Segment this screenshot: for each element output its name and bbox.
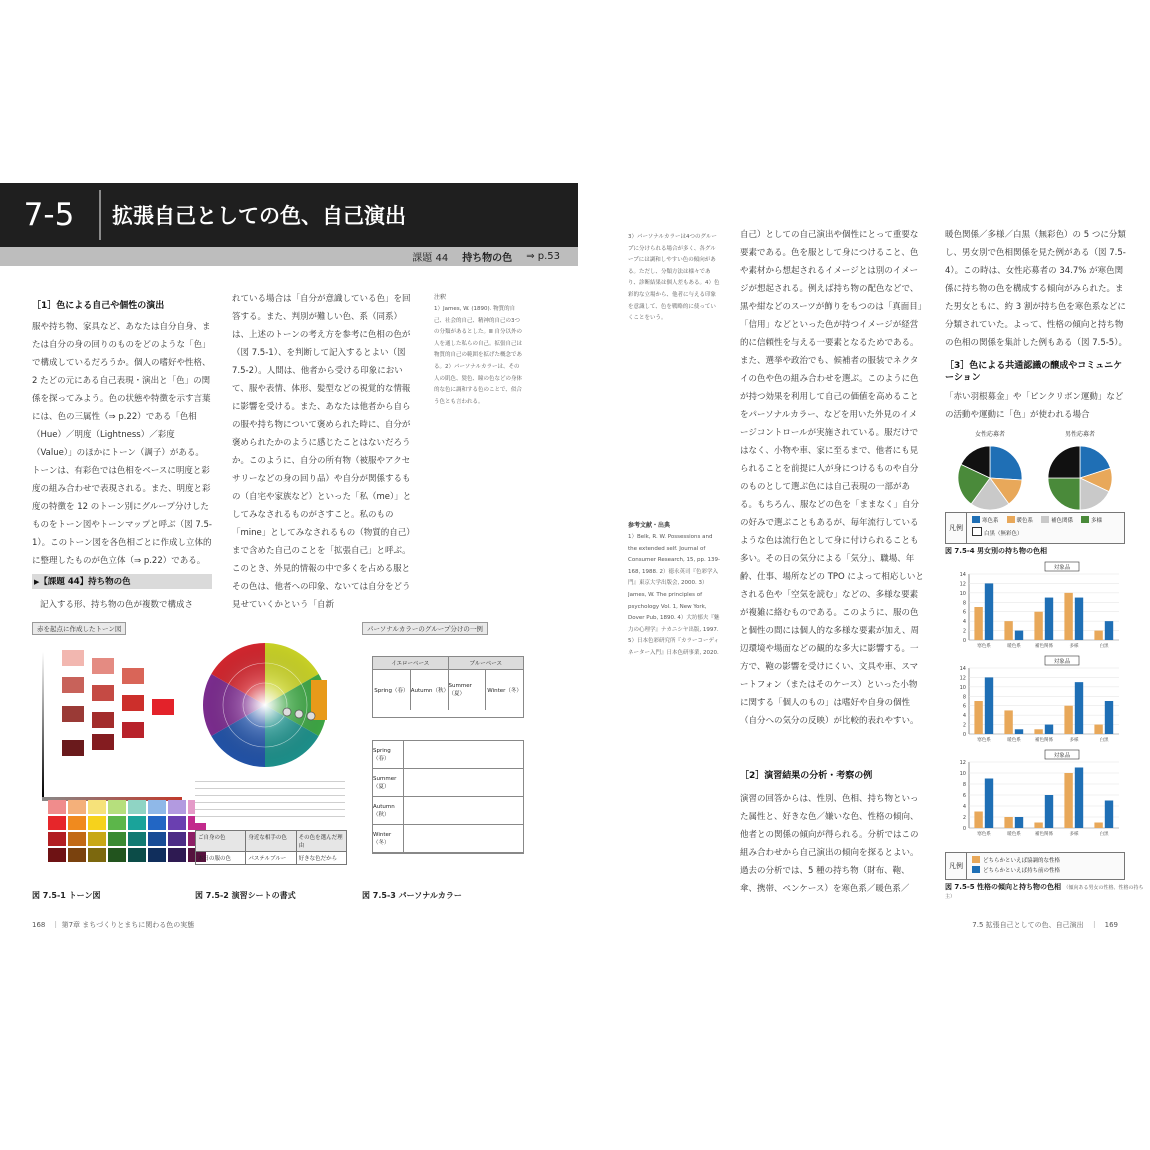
legend-item: どちらかといえば協調的な性格 <box>972 856 1060 866</box>
right-column-2-text: 暖色関係／多様／白黒（無彩色）の 5 つに分類し、男女別で色相関係を見た例がある（図 7.5-4）。この時は、女性応募者の 34.7% が寒色関係に持ち物の色を構成する傾向がみられた。また男女ともに、約 3 割が持ち色を寒色系などに分類されていた。よって、性格の傾向と持ち物の色相の関係を集計した例もある（図 7.5-5）。 <box>945 230 1127 348</box>
bar <box>1004 817 1012 828</box>
tone-swatch <box>122 722 144 738</box>
legend-item: 寒色系 <box>972 516 999 524</box>
pie-legend-title: 凡例 <box>946 513 967 543</box>
legend-item: 白黒（無彩色） <box>972 527 1023 537</box>
x-tick-label: 白黒 <box>1099 644 1109 649</box>
tone-swatch <box>152 699 174 715</box>
x-tick-label: 暖色系 <box>1007 738 1021 743</box>
season-row-label: Summer（夏） <box>373 776 397 790</box>
tone-swatch <box>62 706 84 722</box>
bar-legend-title: 凡例 <box>946 853 967 879</box>
figure-7-5-2-caption: 図 7.5-2 演習シートの書式 <box>195 891 296 900</box>
tone-swatch <box>62 740 84 756</box>
right-column-1-text2: 演習の回答からは、性別、色相、持ち物といった属性と、好きな色／嫌いな色、性格の傾向、他者との関係の傾向が得られる。分析ではこの組み合わせから自己演出の傾向を探るとよい。過去の分析では、5 種の持ち物（財布、鞄、傘、携帯、ペンケース）を寒色系／暖色系／ <box>740 794 919 894</box>
y-tick-label: 12 <box>959 675 966 682</box>
y-tick-label: 6 <box>962 703 966 710</box>
y-tick-label: 14 <box>959 572 966 578</box>
season-detail-table <box>372 740 524 854</box>
bar <box>974 607 982 640</box>
y-tick-label: 14 <box>959 666 966 672</box>
tone-gradient-axis <box>42 652 44 797</box>
tone-swatch <box>92 658 114 674</box>
bar <box>1034 612 1042 640</box>
y-tick-label: 12 <box>959 581 966 588</box>
legend-item: 補色関係 <box>1041 516 1073 524</box>
left-column-1-text: 服や持ち物、家具など、あなたは自分自身、または自分の身の回りのものをどのような「色」で構成しているだろうか。個人の嗜好や性格、2 たどの元にある自己表現・演出と「色」の関係を探ってみよう。色の状態や特徴を示す言葉には、色の三属性（⇒ p.22）である「色相（Hue）／明度（Lightness）／彩度（Value）」のほかにトーン（調子）がある。トーンは、有彩色では色相をベースに明度と彩度の組み合わせで表現される。また、明度と彩度の特徴を 12 のトーン別にグループ分けしたものをトーン図やトーンマップと呼ぶ（図 7.5-1）。このトーン図を各色相ごとに作成し立体的に整理したものが色立体（⇒ p.22）である。 <box>32 322 212 566</box>
x-tick-label: 白黒 <box>1099 832 1109 837</box>
x-tick-label: 寒色系 <box>977 832 991 837</box>
y-tick-label: 2 <box>962 815 966 821</box>
bar <box>1105 701 1113 734</box>
y-tick-label: 0 <box>962 638 966 644</box>
bar <box>1064 706 1072 734</box>
bar <box>1075 768 1083 829</box>
subheader <box>412 247 560 266</box>
bar <box>1034 823 1042 829</box>
task-text: 記入する形、持ち物の色が複数で構成さ <box>40 600 194 610</box>
pie-slice <box>1048 446 1080 478</box>
y-tick-label: 10 <box>959 590 966 597</box>
right-column-2-text2: 「赤い羽根募金」や「ピンクリボン運動」などの活動や運動に「色」が使われる場合 <box>945 392 1124 420</box>
x-tick-label: 寒色系 <box>977 738 991 743</box>
y-tick-label: 10 <box>959 771 966 777</box>
bar <box>1004 710 1012 734</box>
bar <box>1094 631 1102 640</box>
task-heading: ▶【課題 44】持ち物の色 <box>34 577 131 587</box>
legend-item: 多様 <box>1081 516 1102 524</box>
x-tick-label: 多様 <box>1069 738 1079 743</box>
pie-legend <box>945 512 1125 544</box>
bar <box>1045 598 1053 640</box>
bar <box>985 779 993 829</box>
bar <box>974 701 982 734</box>
bar <box>1015 817 1023 828</box>
x-tick-label: 多様 <box>1069 644 1079 649</box>
section-number: 7-5 <box>23 197 75 233</box>
y-tick-label: 2 <box>962 722 966 729</box>
x-tick-label: 補色関係 <box>1035 832 1053 837</box>
section1-heading: ［1］色による自己や個性の演出 <box>32 301 165 311</box>
y-tick-label: 4 <box>962 804 966 810</box>
y-tick-label: 12 <box>959 760 966 766</box>
legend-item: どちらかといえば持ち前の性格 <box>972 866 1060 876</box>
y-tick-label: 8 <box>962 600 966 607</box>
bar <box>1064 593 1072 640</box>
figure-7-5-5-caption: 図 7.5-5 性格の傾向と持ち物の色相 （傾向ある男女の性格、性格の持ち主） <box>945 883 1144 900</box>
bar <box>1045 725 1053 734</box>
bar-charts <box>945 560 1127 850</box>
season-row-label: Autumn（秋） <box>373 804 395 818</box>
bar <box>974 812 982 829</box>
x-tick-label: 暖色系 <box>1007 832 1021 837</box>
pie-title: 男性応募者 <box>1064 431 1096 438</box>
x-tick-label: 白黒 <box>1099 738 1109 743</box>
bar <box>1094 823 1102 829</box>
notes-title: 注釈 <box>434 294 447 301</box>
tone-chart-label: 赤を起点に作成したトーン図 <box>32 622 126 635</box>
subheader-task: 課題 44 <box>412 253 449 264</box>
y-tick-label: 8 <box>962 694 966 701</box>
bar <box>1015 729 1023 734</box>
personal-color-label: パーソナルカラーのグループ分けの一例 <box>362 622 488 635</box>
bar <box>1004 621 1012 640</box>
color-wheel <box>195 640 345 770</box>
bar <box>985 583 993 640</box>
tone-swatch <box>62 650 84 666</box>
task-heading-text: 【課題 44】持ち物の色 <box>39 577 131 587</box>
tone-swatch <box>122 695 144 711</box>
legend-item: 暖色系 <box>1007 516 1034 524</box>
pie-slice <box>990 446 1022 480</box>
left-column-2-text: れている場合は「自分が意識している色」を回答する。また、判別が難しい色、系（同系）は、上述のトーンの考え方を参考に色相の色が（図 7.5-1）、を判断して記入するとよい（図 7.5-2）。人間は、他者から受ける印象において、服や表情、体形、髪型などの視覚的な情報に影響を受ける。また、あなたは他者から自らの服や持ち物について褒められた時に、自分が褒められたかのように感じたことはないだろうか。このように、自分の所有物（被服やアクセサリーなどの身の回り品）や自分が関係するもの（自宅や家族など）といった「私（me）」としてみなされるものがさすこと。私のもの「mine」としてみなされるもの（物質的自己）まで含めた自己のことを「拡張自己」と呼ぶ。このとき、外見的情報の中で多くを占める服とその色は、他者への印象、ないては自分をどう見せていくかという「自新 <box>232 294 415 610</box>
bar <box>1105 801 1113 829</box>
season-spring: Spring（春） <box>373 670 411 710</box>
table-cell: 本日の服の色 <box>196 852 246 864</box>
figure-7-5-4-caption: 図 7.5-4 男女別の持ち物の色相 <box>945 547 1048 555</box>
tone-swatch <box>92 685 114 701</box>
table-header: その色を選んだ理由 <box>298 835 343 849</box>
section2-heading: ［2］演習結果の分析・考察の例 <box>740 771 873 781</box>
bar <box>1015 631 1023 640</box>
season-winter: Winter（冬） <box>487 688 522 694</box>
y-tick-label: 0 <box>962 826 966 832</box>
bar-panel-title: 対象品 <box>1053 753 1071 759</box>
figure-tone-chart <box>32 622 212 887</box>
hue-tone-grid <box>48 800 206 862</box>
bar <box>1075 682 1083 734</box>
header-divider <box>99 190 101 240</box>
season-grid <box>372 656 524 718</box>
section-title: 拡張自己としての色、自己演出 <box>112 204 406 228</box>
table-header: 身近な相手の色 <box>246 831 296 851</box>
figure-7-5-3-caption: 図 7.5-3 パーソナルカラー <box>362 891 462 900</box>
pie-title: 女性応募者 <box>974 431 1006 438</box>
y-tick-label: 2 <box>962 628 966 635</box>
footer-left: 168 ｜ 第7章 まちづくりとまちに関わる色の実態 <box>32 921 195 929</box>
y-tick-label: 0 <box>962 732 966 738</box>
table-cell: 好きな色だから <box>298 856 338 862</box>
subheader-ref: ⇒ p.53 <box>526 251 560 262</box>
season-row-label: Spring（春） <box>373 748 391 762</box>
tone-swatch <box>92 734 114 750</box>
bar <box>1064 773 1072 828</box>
worksheet-notes <box>195 775 345 823</box>
blue-base-label: ブルーベース <box>469 661 502 667</box>
bar <box>1105 621 1113 640</box>
bar-panel-title: 対象品 <box>1053 565 1071 571</box>
figure-7-5-1-caption: 図 7.5-1 トーン図 <box>32 891 101 900</box>
bar <box>1075 598 1083 640</box>
x-tick-label: 補色関係 <box>1035 644 1053 649</box>
bar <box>1045 795 1053 828</box>
subheader-title: 持ち物の色 <box>462 253 513 264</box>
y-tick-label: 4 <box>962 713 966 720</box>
bar-legend <box>945 852 1125 880</box>
references-title: 参考文献・出典 <box>628 522 671 529</box>
y-tick-label: 8 <box>962 782 966 788</box>
x-tick-label: 寒色系 <box>977 644 991 649</box>
bar <box>1034 729 1042 734</box>
references-text: 1）Belk, R. W. Possessions and the extended self. Journal of Consumer Research, 15, pp. 139-168, 1988. 2）徳永英司『色彩学入門』東京大学出版会, 2000. 3）James, W. The principles of psychology Vol. 1, New York, Dover Pub, 1890. 4）大坊郁夫『魅力の心理学』ナカニシヤ出版, 1997. 5）日本色彩研究所『カラーコーディネーター入門』日本色研事業, 2020. <box>628 534 720 656</box>
pie-slice <box>1048 478 1080 510</box>
notes-text: 1）James, W. (1890). 物質的自己、社会的自己、精神的自己の3つの分類があるとした。Ⅲ 自分以外の人を通した私らの自己。拡張自己は物質的自己の範囲を拡げた概念である。2）パーソナルカラーは、その人の肌色、髪色、瞳の色などの身体的な色に調和する色のことで、似合う色とも言われる。 <box>434 306 523 405</box>
y-tick-label: 6 <box>962 793 966 799</box>
y-tick-label: 6 <box>962 609 966 616</box>
season-autumn: Autumn（秋） <box>411 670 449 710</box>
right-notes: 3）パーソナルカラーは4つのグループに分けられる場合が多く、各グループには調和しやすい色の傾向がある。ただし、分類方法は様々であり、診断結果は個人差もある。4）色彩的な立場から、他者に与える印象を意識して、色を戦略的に使っていくことをいう。 <box>628 234 720 322</box>
bar <box>1094 725 1102 734</box>
tone-swatch <box>122 668 144 684</box>
figure-personal-color <box>362 622 522 887</box>
tone-swatch <box>62 677 84 693</box>
bar <box>985 677 993 734</box>
y-tick-label: 10 <box>959 684 966 691</box>
yellow-base-label: イエローベース <box>373 657 449 669</box>
season-row-label: Winter（冬） <box>373 832 392 846</box>
tone-swatch <box>92 712 114 728</box>
y-tick-label: 4 <box>962 619 966 626</box>
footer-right: 7.5 拡張自己としての色、自己演出 ｜ 169 <box>972 921 1118 929</box>
figure-worksheet <box>195 640 345 885</box>
section3-heading: ［3］色による共通認識の醸成やコミュニケーション <box>945 361 1123 383</box>
right-column-1-text: 自己）としての自己演出や個性にとって重要な要素である。色を服として身につけること、色や素材から想起されるイメージとは別のイメージが想起される。例えば持ち物の配色などで、黒や紺などのスーツが飾りをもつのは「真面目」「信用」などといった色が持つイメージが経営的に信頼性を与える一要素となるためである。また、選挙や政治でも、候補者の服装でネクタイの色や色の組み合わせを選ぶ。このように色が持つ効果を利用して自己の価値を高めることをパーソナルカラー、などを用いた外見のイメージコントロールが実施されている。服だけではなく、小物や車、家に至るまで、他者にも見られることを前提に人が身につけるものや自分のものとして選ぶ色には自己表現の一部がある。もちろん、服などの色を「ままなく」自分の好みで選ぶこともあるが、毎年流行しているような色は流行色として身に付けられることも多い。その日の気分による「気分」、職場、年齢、仕事、場所などの TPO によって相応しいとされる色や「空気を読む」などの、多様な要素が複雑に絡むものである。このように、服の色と個性の間には個人的な多様な要素が加え、周辺環境や場面などの観的な多大に影響する。一方で、鞄の影響を受けにくい、文具や車、スマートフォン（またはそのケース）といった小物に関する「個人のもの」は嗜好や自身の個性（自分への気分の反映）が比較的表れやすい。 <box>740 230 924 726</box>
x-tick-label: 多様 <box>1069 832 1079 837</box>
bar-panel-title: 対象品 <box>1053 659 1071 665</box>
season-summer: Summer（夏） <box>449 670 487 710</box>
table-cell: パステルブルー <box>246 852 296 864</box>
x-tick-label: 補色関係 <box>1035 738 1053 743</box>
worksheet-table <box>195 830 347 865</box>
x-tick-label: 暖色系 <box>1007 644 1021 649</box>
table-header: ご自身の色 <box>196 831 246 851</box>
